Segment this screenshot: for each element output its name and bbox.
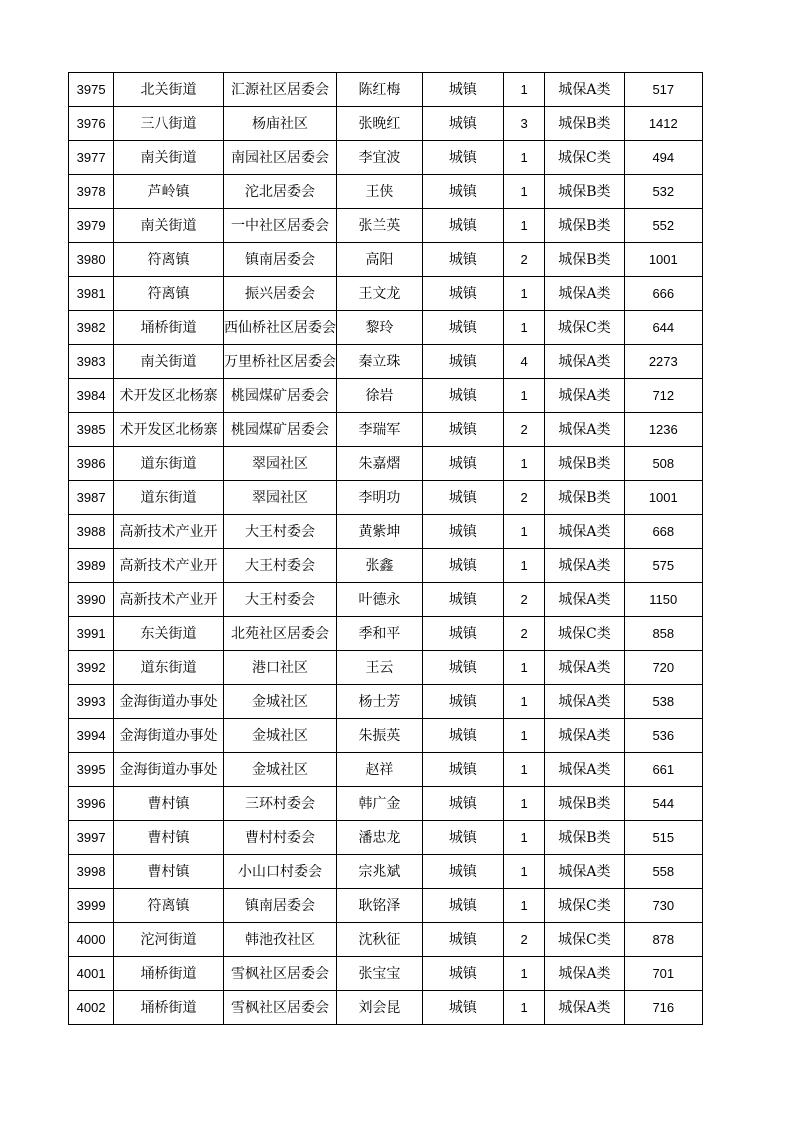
cell-name: 宗兆斌	[337, 855, 422, 889]
cell-street: 高新技术产业开	[114, 515, 224, 549]
cell-name: 张鑫	[337, 549, 422, 583]
cell-name: 朱振英	[337, 719, 422, 753]
cell-community: 金城社区	[223, 719, 337, 753]
cell-name: 赵祥	[337, 753, 422, 787]
cell-type: 城镇	[422, 889, 503, 923]
cell-level: 城保C类	[545, 311, 624, 345]
cell-amount: 508	[624, 447, 702, 481]
cell-id: 3991	[69, 617, 114, 651]
table-row	[69, 277, 703, 311]
cell-count: 1	[504, 73, 545, 107]
cell-level: 城保A类	[545, 719, 624, 753]
cell-community: 翠园社区	[223, 481, 337, 515]
cell-id: 3984	[69, 379, 114, 413]
cell-community: 大王村委会	[223, 583, 337, 617]
cell-id: 3994	[69, 719, 114, 753]
cell-type: 城镇	[422, 821, 503, 855]
cell-amount: 494	[624, 141, 702, 175]
table-row	[69, 515, 703, 549]
table-row	[69, 855, 703, 889]
cell-community: 金城社区	[223, 685, 337, 719]
cell-count: 1	[504, 957, 545, 991]
table-row	[69, 73, 703, 107]
cell-amount: 730	[624, 889, 702, 923]
table-row	[69, 107, 703, 141]
cell-count: 2	[504, 413, 545, 447]
cell-community: 桃园煤矿居委会	[223, 379, 337, 413]
cell-level: 城保C类	[545, 141, 624, 175]
cell-amount: 532	[624, 175, 702, 209]
cell-amount: 515	[624, 821, 702, 855]
cell-type: 城镇	[422, 685, 503, 719]
cell-community: 金城社区	[223, 753, 337, 787]
cell-level: 城保A类	[545, 651, 624, 685]
cell-name: 王侠	[337, 175, 422, 209]
cell-id: 3999	[69, 889, 114, 923]
cell-community: 沱北居委会	[223, 175, 337, 209]
cell-community: 杨庙社区	[223, 107, 337, 141]
table-row	[69, 345, 703, 379]
cell-id: 3986	[69, 447, 114, 481]
table-row	[69, 821, 703, 855]
cell-name: 季和平	[337, 617, 422, 651]
cell-community: 大王村委会	[223, 515, 337, 549]
cell-type: 城镇	[422, 481, 503, 515]
cell-amount: 712	[624, 379, 702, 413]
cell-amount: 661	[624, 753, 702, 787]
cell-count: 1	[504, 311, 545, 345]
cell-level: 城保C类	[545, 617, 624, 651]
cell-type: 城镇	[422, 413, 503, 447]
cell-community: 万里桥社区居委会	[223, 345, 337, 379]
cell-id: 3975	[69, 73, 114, 107]
cell-count: 1	[504, 753, 545, 787]
cell-name: 张兰英	[337, 209, 422, 243]
table-row	[69, 957, 703, 991]
cell-count: 2	[504, 923, 545, 957]
cell-community: 镇南居委会	[223, 889, 337, 923]
cell-type: 城镇	[422, 787, 503, 821]
cell-name: 耿铭泽	[337, 889, 422, 923]
cell-count: 2	[504, 583, 545, 617]
cell-community: 西仙桥社区居委会	[223, 311, 337, 345]
cell-count: 1	[504, 821, 545, 855]
table-row	[69, 447, 703, 481]
cell-community: 南园社区居委会	[223, 141, 337, 175]
table-row	[69, 481, 703, 515]
cell-type: 城镇	[422, 311, 503, 345]
cell-count: 1	[504, 277, 545, 311]
cell-community: 北苑社区居委会	[223, 617, 337, 651]
cell-level: 城保A类	[545, 685, 624, 719]
cell-id: 3979	[69, 209, 114, 243]
cell-name: 李瑞军	[337, 413, 422, 447]
cell-type: 城镇	[422, 277, 503, 311]
cell-count: 1	[504, 991, 545, 1025]
cell-amount: 1412	[624, 107, 702, 141]
cell-level: 城保B类	[545, 107, 624, 141]
cell-level: 城保A类	[545, 413, 624, 447]
table-row	[69, 753, 703, 787]
cell-street: 符离镇	[114, 889, 224, 923]
cell-count: 1	[504, 855, 545, 889]
table-row	[69, 209, 703, 243]
cell-name: 徐岩	[337, 379, 422, 413]
cell-count: 2	[504, 243, 545, 277]
cell-count: 1	[504, 447, 545, 481]
cell-id: 3977	[69, 141, 114, 175]
table-row	[69, 175, 703, 209]
cell-name: 李宜波	[337, 141, 422, 175]
cell-id: 3990	[69, 583, 114, 617]
cell-amount: 517	[624, 73, 702, 107]
cell-community: 一中社区居委会	[223, 209, 337, 243]
cell-street: 南关街道	[114, 209, 224, 243]
cell-id: 3993	[69, 685, 114, 719]
cell-name: 朱嘉熠	[337, 447, 422, 481]
cell-name: 杨士芳	[337, 685, 422, 719]
cell-id: 3980	[69, 243, 114, 277]
cell-name: 李明功	[337, 481, 422, 515]
cell-type: 城镇	[422, 923, 503, 957]
cell-id: 3985	[69, 413, 114, 447]
table-row	[69, 379, 703, 413]
cell-count: 2	[504, 481, 545, 515]
cell-count: 1	[504, 787, 545, 821]
cell-id: 4002	[69, 991, 114, 1025]
cell-name: 潘忠龙	[337, 821, 422, 855]
cell-name: 秦立珠	[337, 345, 422, 379]
cell-street: 符离镇	[114, 243, 224, 277]
cell-amount: 1236	[624, 413, 702, 447]
cell-amount: 575	[624, 549, 702, 583]
cell-amount: 1150	[624, 583, 702, 617]
table-row	[69, 549, 703, 583]
table-row	[69, 583, 703, 617]
cell-level: 城保B类	[545, 209, 624, 243]
cell-street: 南关街道	[114, 141, 224, 175]
cell-type: 城镇	[422, 617, 503, 651]
cell-level: 城保C类	[545, 889, 624, 923]
cell-amount: 552	[624, 209, 702, 243]
cell-count: 1	[504, 175, 545, 209]
cell-type: 城镇	[422, 957, 503, 991]
cell-street: 曹村镇	[114, 821, 224, 855]
cell-amount: 558	[624, 855, 702, 889]
cell-street: 道东街道	[114, 481, 224, 515]
cell-id: 3988	[69, 515, 114, 549]
cell-id: 3983	[69, 345, 114, 379]
table-row	[69, 651, 703, 685]
cell-amount: 878	[624, 923, 702, 957]
cell-level: 城保A类	[545, 345, 624, 379]
cell-type: 城镇	[422, 107, 503, 141]
cell-amount: 644	[624, 311, 702, 345]
cell-level: 城保A类	[545, 855, 624, 889]
cell-id: 3992	[69, 651, 114, 685]
cell-name: 黎玲	[337, 311, 422, 345]
cell-street: 沱河街道	[114, 923, 224, 957]
cell-id: 3982	[69, 311, 114, 345]
cell-type: 城镇	[422, 991, 503, 1025]
cell-id: 3978	[69, 175, 114, 209]
cell-type: 城镇	[422, 549, 503, 583]
cell-amount: 701	[624, 957, 702, 991]
cell-level: 城保A类	[545, 753, 624, 787]
cell-amount: 538	[624, 685, 702, 719]
cell-level: 城保A类	[545, 991, 624, 1025]
cell-street: 金海街道办事处	[114, 753, 224, 787]
cell-id: 3998	[69, 855, 114, 889]
cell-type: 城镇	[422, 855, 503, 889]
table-body	[69, 73, 703, 1025]
cell-name: 高阳	[337, 243, 422, 277]
cell-level: 城保A类	[545, 379, 624, 413]
cell-street: 三八街道	[114, 107, 224, 141]
cell-type: 城镇	[422, 209, 503, 243]
cell-amount: 536	[624, 719, 702, 753]
cell-type: 城镇	[422, 753, 503, 787]
cell-street: 道东街道	[114, 447, 224, 481]
cell-amount: 720	[624, 651, 702, 685]
table-row	[69, 617, 703, 651]
cell-type: 城镇	[422, 719, 503, 753]
cell-street: 芦岭镇	[114, 175, 224, 209]
cell-type: 城镇	[422, 141, 503, 175]
cell-id: 3996	[69, 787, 114, 821]
table-row	[69, 243, 703, 277]
cell-level: 城保A类	[545, 73, 624, 107]
cell-amount: 716	[624, 991, 702, 1025]
cell-count: 1	[504, 889, 545, 923]
cell-level: 城保A类	[545, 277, 624, 311]
cell-street: 北关街道	[114, 73, 224, 107]
cell-id: 3997	[69, 821, 114, 855]
cell-count: 1	[504, 719, 545, 753]
cell-name: 韩广金	[337, 787, 422, 821]
cell-count: 1	[504, 515, 545, 549]
cell-community: 翠园社区	[223, 447, 337, 481]
cell-level: 城保B类	[545, 243, 624, 277]
cell-count: 1	[504, 685, 545, 719]
cell-street: 金海街道办事处	[114, 685, 224, 719]
cell-amount: 858	[624, 617, 702, 651]
table-row	[69, 889, 703, 923]
cell-id: 4000	[69, 923, 114, 957]
cell-community: 雪枫社区居委会	[223, 991, 337, 1025]
cell-amount: 1001	[624, 243, 702, 277]
cell-community: 三环村委会	[223, 787, 337, 821]
cell-type: 城镇	[422, 379, 503, 413]
cell-count: 2	[504, 617, 545, 651]
cell-type: 城镇	[422, 651, 503, 685]
cell-id: 3987	[69, 481, 114, 515]
cell-name: 叶德永	[337, 583, 422, 617]
cell-street: 南关街道	[114, 345, 224, 379]
cell-level: 城保A类	[545, 515, 624, 549]
cell-count: 3	[504, 107, 545, 141]
cell-type: 城镇	[422, 515, 503, 549]
cell-community: 镇南居委会	[223, 243, 337, 277]
table-row	[69, 923, 703, 957]
cell-type: 城镇	[422, 175, 503, 209]
cell-street: 金海街道办事处	[114, 719, 224, 753]
cell-street: 埇桥街道	[114, 991, 224, 1025]
cell-amount: 2273	[624, 345, 702, 379]
cell-type: 城镇	[422, 345, 503, 379]
cell-street: 埇桥街道	[114, 311, 224, 345]
cell-street: 高新技术产业开	[114, 583, 224, 617]
cell-community: 韩池孜社区	[223, 923, 337, 957]
table-row	[69, 787, 703, 821]
cell-level: 城保B类	[545, 481, 624, 515]
cell-id: 3989	[69, 549, 114, 583]
cell-name: 黄紫坤	[337, 515, 422, 549]
subsidy-table	[68, 72, 703, 1025]
cell-street: 曹村镇	[114, 787, 224, 821]
cell-id: 4001	[69, 957, 114, 991]
cell-count: 1	[504, 141, 545, 175]
cell-name: 王云	[337, 651, 422, 685]
cell-street: 曹村镇	[114, 855, 224, 889]
cell-id: 3976	[69, 107, 114, 141]
cell-level: 城保A类	[545, 549, 624, 583]
cell-count: 1	[504, 651, 545, 685]
cell-name: 沈秋征	[337, 923, 422, 957]
cell-community: 曹村村委会	[223, 821, 337, 855]
cell-level: 城保C类	[545, 923, 624, 957]
cell-community: 小山口村委会	[223, 855, 337, 889]
cell-level: 城保A类	[545, 583, 624, 617]
cell-name: 王文龙	[337, 277, 422, 311]
table-row	[69, 413, 703, 447]
cell-id: 3995	[69, 753, 114, 787]
cell-amount: 668	[624, 515, 702, 549]
cell-street: 道东街道	[114, 651, 224, 685]
table-row	[69, 719, 703, 753]
cell-street: 高新技术产业开	[114, 549, 224, 583]
cell-street: 东关街道	[114, 617, 224, 651]
cell-community: 桃园煤矿居委会	[223, 413, 337, 447]
cell-type: 城镇	[422, 583, 503, 617]
cell-community: 汇源社区居委会	[223, 73, 337, 107]
table-row	[69, 991, 703, 1025]
cell-amount: 544	[624, 787, 702, 821]
cell-id: 3981	[69, 277, 114, 311]
cell-level: 城保B类	[545, 821, 624, 855]
cell-street: 埇桥街道	[114, 957, 224, 991]
cell-level: 城保B类	[545, 175, 624, 209]
table-row	[69, 685, 703, 719]
cell-type: 城镇	[422, 243, 503, 277]
cell-name: 刘会昆	[337, 991, 422, 1025]
cell-amount: 666	[624, 277, 702, 311]
cell-level: 城保B类	[545, 787, 624, 821]
cell-level: 城保A类	[545, 957, 624, 991]
cell-count: 1	[504, 209, 545, 243]
cell-count: 1	[504, 379, 545, 413]
cell-community: 大王村委会	[223, 549, 337, 583]
table-row	[69, 311, 703, 345]
table-row	[69, 141, 703, 175]
cell-amount: 1001	[624, 481, 702, 515]
cell-street: 术开发区北杨寨	[114, 379, 224, 413]
cell-community: 雪枫社区居委会	[223, 957, 337, 991]
cell-name: 张晚红	[337, 107, 422, 141]
cell-community: 振兴居委会	[223, 277, 337, 311]
cell-name: 张宝宝	[337, 957, 422, 991]
cell-street: 术开发区北杨寨	[114, 413, 224, 447]
cell-count: 1	[504, 549, 545, 583]
cell-type: 城镇	[422, 447, 503, 481]
cell-count: 4	[504, 345, 545, 379]
cell-name: 陈红梅	[337, 73, 422, 107]
cell-street: 符离镇	[114, 277, 224, 311]
cell-type: 城镇	[422, 73, 503, 107]
cell-level: 城保B类	[545, 447, 624, 481]
cell-community: 港口社区	[223, 651, 337, 685]
